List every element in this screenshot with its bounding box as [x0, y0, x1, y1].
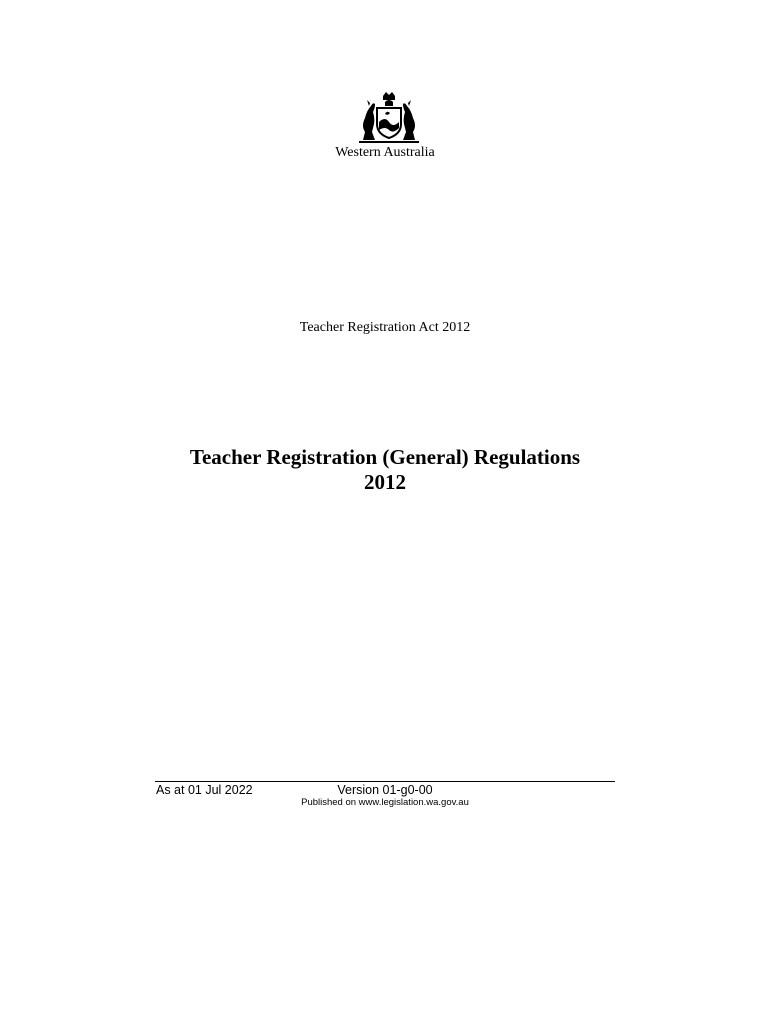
coat-of-arms-icon — [355, 92, 423, 144]
footer-divider — [155, 781, 615, 782]
version-label: Version 01-g0-00 — [337, 783, 433, 797]
jurisdiction-label: Western Australia — [335, 145, 435, 160]
regulations-title-line1: Teacher Registration (General) Regulations — [189, 445, 581, 469]
as-at-date: As at 01 Jul 2022 — [156, 783, 253, 797]
act-name: Teacher Registration Act 2012 — [299, 320, 471, 335]
published-note: Published on www.legislation.wa.gov.au — [301, 797, 469, 808]
regulations-title — [170, 445, 600, 495]
regulations-title-line2: 2012 — [364, 470, 406, 494]
